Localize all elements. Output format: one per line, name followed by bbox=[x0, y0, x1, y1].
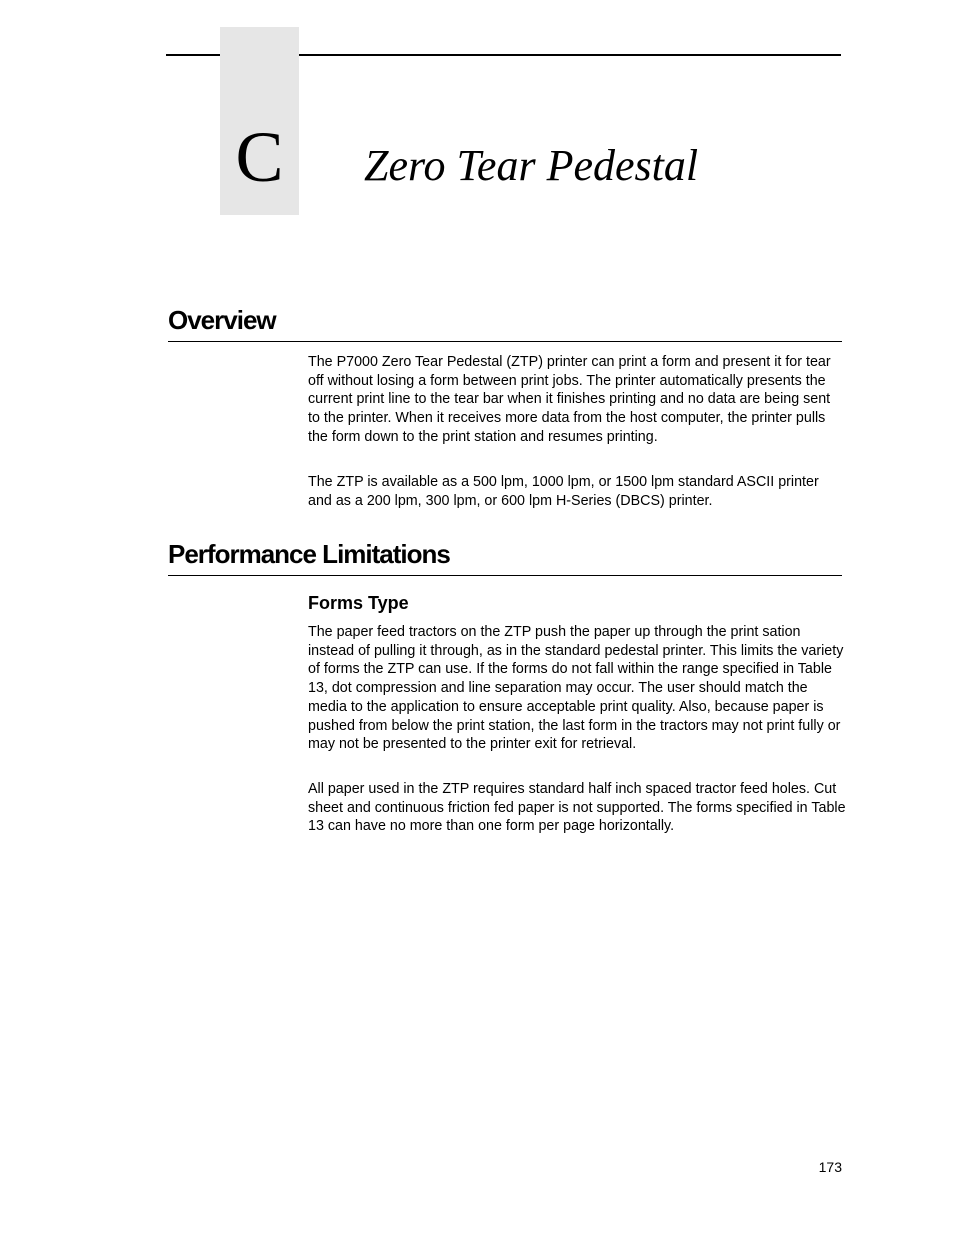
performance-rule bbox=[168, 575, 842, 576]
overview-heading: Overview bbox=[168, 305, 276, 335]
overview-paragraph-2: The ZTP is available as a 500 lpm, 1000 lpm, or 1500 lpm standard ASCII printer and as a 200 lpm, 300 lpm, or 600 lpm H-Series (DBCS) printer. bbox=[308, 474, 819, 509]
forms-type-paragraph-1: The paper feed tractors on the ZTP push the paper up through the print sation instead of pulling it through, as in the standard pedestal printer. This limits the variety of forms the ZTP can use. If the forms do not fall within the range specified in Table 13, dot compression and line separation may occur. The user should match the media to the application to ensure acceptable print quality. Also, because paper is pushed from below the print station, the last form in the tractors may not print fully or may not be presented to the printer exit for retrieval. bbox=[308, 624, 844, 753]
overview-paragraph-1: The P7000 Zero Tear Pedestal (ZTP) printer can print a form and present it for tear off without losing a form between print jobs. The printer automatically presents the current print line to the tear bar when it finishes printing and no data are being sent to the printer. When it receives more data from the host computer, the printer pulls the form down to the print station and resumes printing. bbox=[308, 354, 831, 445]
forms-type-heading: Forms Type bbox=[308, 593, 409, 613]
overview-rule bbox=[168, 341, 842, 342]
chapter-letter: C bbox=[235, 117, 284, 197]
chapter-title: Zero Tear Pedestal bbox=[364, 141, 699, 190]
performance-heading: Performance Limitations bbox=[168, 539, 450, 569]
page-number: 173 bbox=[818, 1159, 842, 1175]
forms-type-paragraph-2: All paper used in the ZTP requires standard half inch spaced tractor feed holes. Cut sheet and continuous friction fed paper is not supported. The forms specified in Table 13 can have no more than one form per page horizontally. bbox=[308, 781, 846, 835]
